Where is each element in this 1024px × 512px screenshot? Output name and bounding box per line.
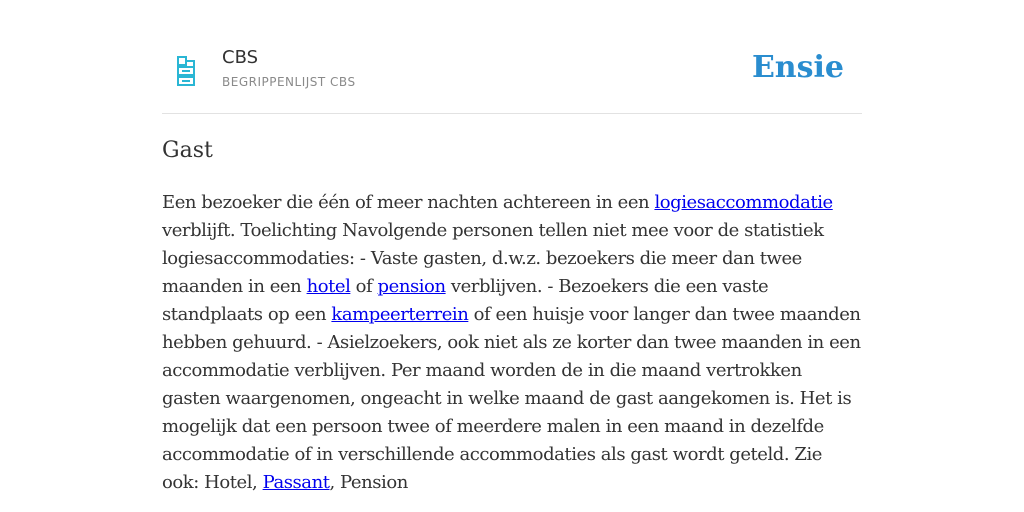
link-passant[interactable]: Passant <box>262 472 330 493</box>
link-kampeerterrein[interactable]: kampeerterrein <box>331 304 469 325</box>
page-container <box>162 0 862 493</box>
link-logiesaccommodatie[interactable]: logiesaccommodatie <box>654 192 833 213</box>
link-pension[interactable]: pension <box>377 276 446 297</box>
text-segment: verblijft. Toelichting Navolgende personen tellen niet mee voor de statistiek logiesaccommodaties: - Vaste gasten, d.w.z. bezoekers die meer dan twee maanden in een <box>162 220 824 297</box>
brand-logo[interactable]: Ensie <box>751 50 844 85</box>
header <box>162 0 862 114</box>
text-segment: , Pension <box>329 472 408 493</box>
text-segment: of een huisje voor langer dan twee maanden hebben gehuurd. - Asielzoekers, ook niet als ze korter dan twee maanden in een accommodatie verblijven. Per maand worden de in die maand vertrokken gasten waargenomen, ongeacht in welke maand de gast aangekomen is. Het is mogelijk dat een persoon twee of meerdere malen in een maand in dezelfde accommodatie of in verschillende accommodaties als gast wordt geteld. Zie ook: Hotel, <box>162 304 861 493</box>
definition-text <box>162 189 862 497</box>
source-name[interactable]: CBS <box>222 47 259 68</box>
text-segment: Een bezoeker die één of meer nachten achtereen in een <box>162 192 655 213</box>
page-title: Gast <box>162 138 213 163</box>
text-segment: of <box>350 276 378 297</box>
link-hotel[interactable]: hotel <box>306 276 351 297</box>
text-segment: verblijven. - Bezoekers die een vaste standplaats op een <box>162 276 769 325</box>
source-subtitle[interactable]: BEGRIPPENLIJST CBS <box>222 75 356 89</box>
cbs-logo-icon[interactable] <box>176 56 196 86</box>
